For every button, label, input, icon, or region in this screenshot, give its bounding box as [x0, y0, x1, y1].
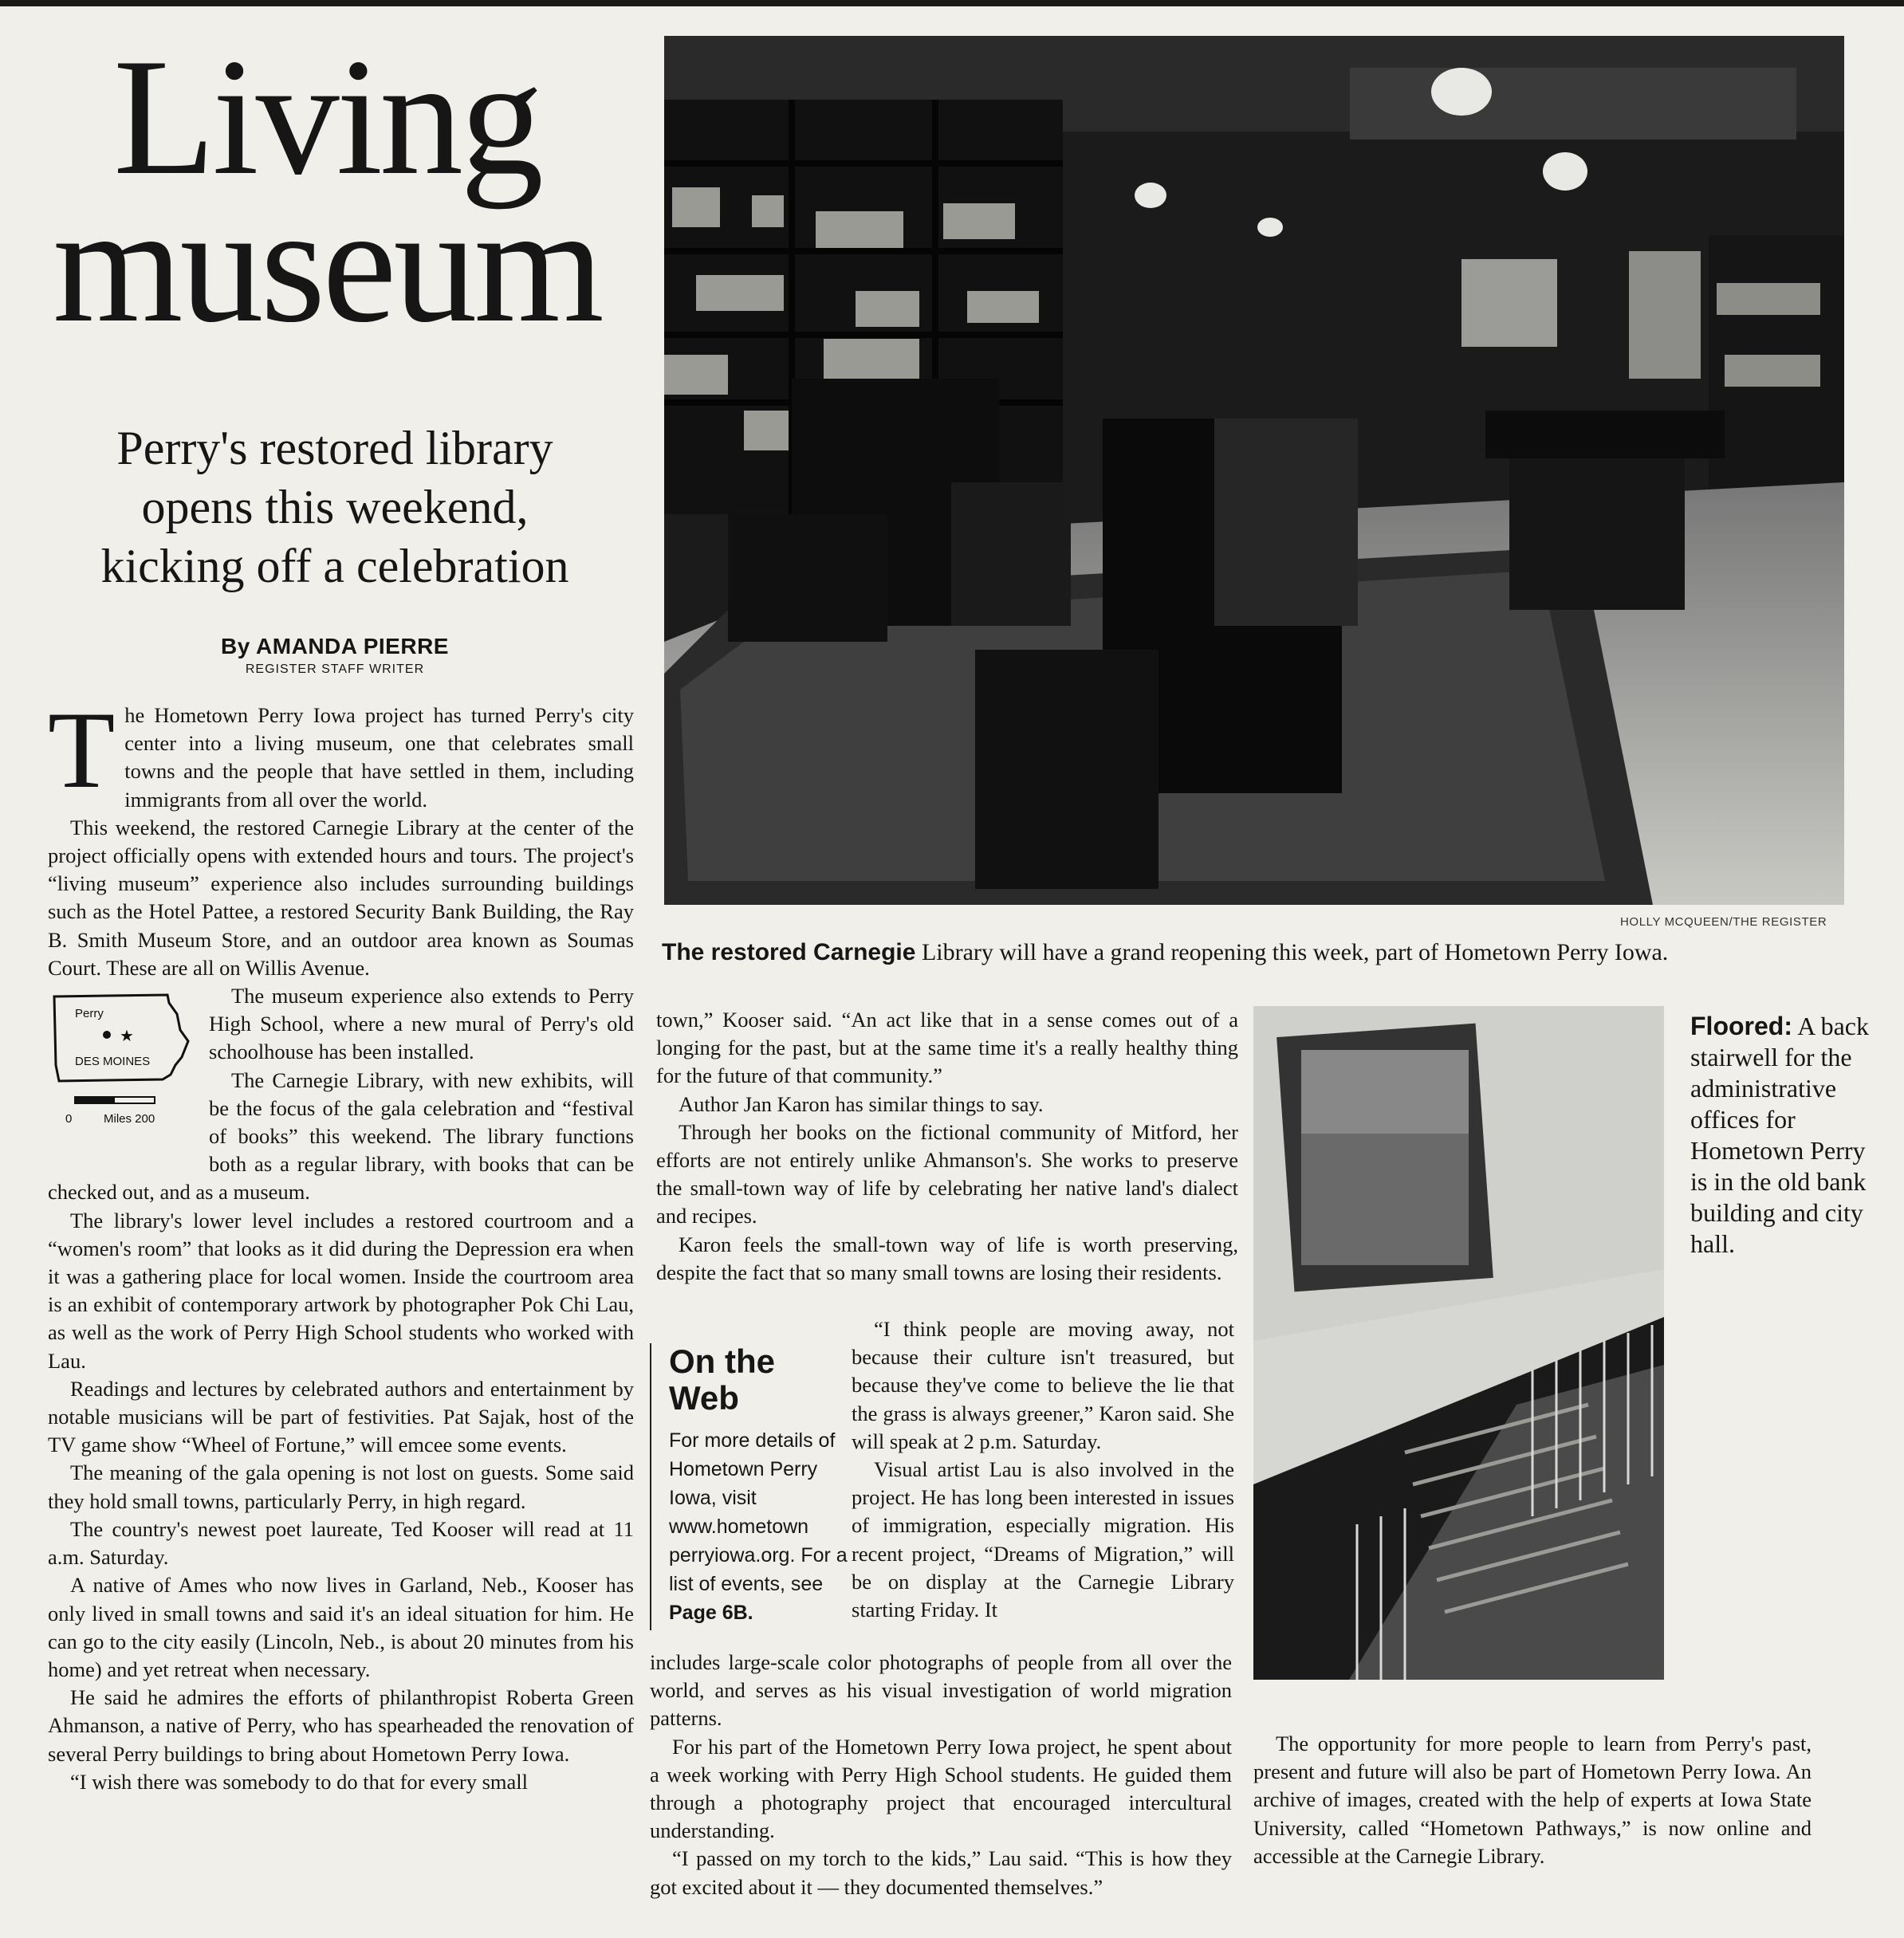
byline [48, 634, 622, 677]
subheadline [48, 419, 622, 596]
photo-credit: HOLLY MCQUEEN/THE REGISTER [1620, 915, 1827, 929]
article-column-2-narrow [852, 1315, 1234, 1624]
photo-image [1253, 1006, 1664, 1680]
paragraph: The opportunity for more people to learn from Perry's past, present and future will also be part of Hometown Perry Iowa. An archive of images, created with the help of experts at Iowa State University, called “Hometown Pathways,” is now online and accessible at the Carnegie Library. [1253, 1732, 1812, 1868]
on-the-web-sidebar [650, 1343, 860, 1630]
svg-text:Miles 200: Miles 200 [104, 1112, 155, 1126]
headline-line-2: museum [53, 172, 601, 357]
photo-caption [662, 938, 1842, 968]
article-column-1 [48, 689, 634, 1796]
caption-lead: Floored: [1690, 1012, 1792, 1040]
headline [32, 25, 622, 357]
deck-line-2: opens this weekend, [141, 481, 529, 533]
svg-text:0: 0 [65, 1112, 73, 1126]
paragraph: Through her books on the fictional community of Mitford, her efforts are not entirely unlike Ahmanson's. She works to preserve the small-town way of life by celebrating her native land's dialect and recipes. [656, 1119, 1238, 1228]
deck-line-1: Perry's restored library [116, 422, 553, 474]
drop-cap: T [48, 689, 116, 811]
iowa-locator-map [48, 985, 199, 1153]
article-column-3 [1253, 1730, 1812, 1870]
paragraph: includes large-scale color photographs of people from all over the world, and serves as his visual investigation of world migration patterns. [650, 1650, 1232, 1731]
paragraph: Visual artist Lau is also involved in the project. He has long been interested in issues of immigration, especially migration. His recent project, “Dreams of Migration,” will be on display at the Carnegie Library starting Friday. It [852, 1457, 1234, 1622]
paragraph: town,” Kooser said. “An act like that in a sense comes out of a longing for the past, but at the same time it's a really healthy thing for the future of that community.” [656, 1008, 1238, 1088]
paragraph: The country's newest poet laureate, Ted Kooser will read at 11 a.m. Saturday. [48, 1516, 634, 1570]
library-interior-photo [664, 36, 1844, 905]
svg-text:Perry: Perry [75, 1007, 104, 1021]
paragraph: “I wish there was somebody to do that for every small [70, 1769, 529, 1794]
paragraph: Author Jan Karon has similar things to say. [679, 1091, 1044, 1116]
caption-text: Library will have a grand reopening this week, part of Hometown Perry Iowa. [915, 939, 1669, 965]
author-role: REGISTER STAFF WRITER [245, 662, 425, 676]
top-rule [0, 0, 1904, 6]
paragraph: Karon feels the small-town way of life is worth preserving, despite the fact that so many small towns are losing their residents. [656, 1232, 1238, 1284]
paragraph: For his part of the Hometown Perry Iowa project, he spent about a week working with Perry High School students. He guided them through a photography project that encouraged intercultural understanding. [650, 1734, 1232, 1843]
paragraph: “I think people are moving away, not because their culture isn't treasured, but because they've come to believe the lie that the grass is always greener,” Karon said. She will speak at 2 p.m. Saturday. [852, 1317, 1234, 1453]
paragraph: “I passed on my torch to the kids,” Lau said. “This is how they got excited about it — they documented themselves.” [650, 1846, 1232, 1899]
article-column-2-bottom [650, 1649, 1232, 1901]
paragraph: The Hometown Perry Iowa project has turned Perry's city center into a living museum, one that celebrates small towns and the people that have settled in them, including immigrants from all over the world. [48, 689, 634, 812]
iowa-map-icon [48, 985, 199, 1153]
article-column-2-top [656, 1006, 1238, 1287]
paragraph: The library's lower level includes a restored courtroom and a “women's room” that looks as it did during the Depression era when it was a gathering place for local women. Inside the courtroom area is an exhibit of contemporary artwork by photographer Pok Chi Lau, as well as the work of Perry High School students who worked with Lau. [48, 1208, 634, 1373]
stairwell-photo [1253, 1006, 1664, 1680]
paragraph: A native of Ames who now lives in Garland, Neb., Kooser has only lived in small towns and said it's an ideal situation for him. He can go to the city easily (Lincoln, Neb., is about 20 minutes from his home) and yet retreat when necessary. [48, 1573, 634, 1681]
paragraph: This weekend, the restored Carnegie Library at the center of the project officially opens with extended hours and tours. The project's “living museum” experience also includes surrounding buildings such as the Hotel Pattee, a restored Security Bank Building, the Ray B. Smith Museum Store, and an outdoor area known as Soumas Court. These are all on Willis Avenue. [48, 815, 634, 980]
deck-line-3: kicking off a celebration [100, 540, 569, 592]
paragraph: The museum experience also extends to Perry High School, where a new mural of Perry's old schoolhouse has been installed. [209, 984, 634, 1064]
stairwell-caption [1690, 1011, 1886, 1260]
paragraph: The meaning of the gala opening is not lost on guests. Some said they hold small towns, particularly Perry, in high regard. [48, 1460, 634, 1513]
photo-image [664, 36, 1844, 905]
headline-line-1: Living [113, 25, 541, 210]
sidebar-heading-1: On the [669, 1342, 775, 1380]
paragraph: The Carnegie Library, with new exhibits, will be the focus of the gala celebration and “festival of books” this weekend. The library functions both as a regular library, with books that can be checked out, and as a museum. [48, 1067, 634, 1205]
svg-text:★: ★ [120, 1028, 134, 1046]
sidebar-text: For more details of Hometown Perry Iowa, visit www.hometown perryiowa.org. For a list of events, see Page 6B. [669, 1429, 848, 1624]
svg-text:DES MOINES: DES MOINES [75, 1055, 151, 1069]
paragraph: He said he admires the efforts of philanthropist Roberta Green Ahmanson, a native of Perry, who has spearheaded the renovation of several Perry buildings to bring about Hometown Perry Iowa. [48, 1685, 634, 1766]
paragraph: Readings and lectures by celebrated authors and entertainment by notable musicians will be part of festivities. Pat Sajak, host of the TV game show “Wheel of Fortune,” will emcee some events. [48, 1376, 634, 1457]
page-reference: Page 6B. [669, 1602, 753, 1624]
caption-lead: The restored Carnegie [662, 939, 916, 965]
caption-text: A back stairwell for the administrative offices for Hometown Perry is in the old bank building and city hall. [1690, 1012, 1869, 1258]
sidebar-heading-2: Web [669, 1379, 739, 1417]
author-name: By AMANDA PIERRE [221, 634, 449, 658]
